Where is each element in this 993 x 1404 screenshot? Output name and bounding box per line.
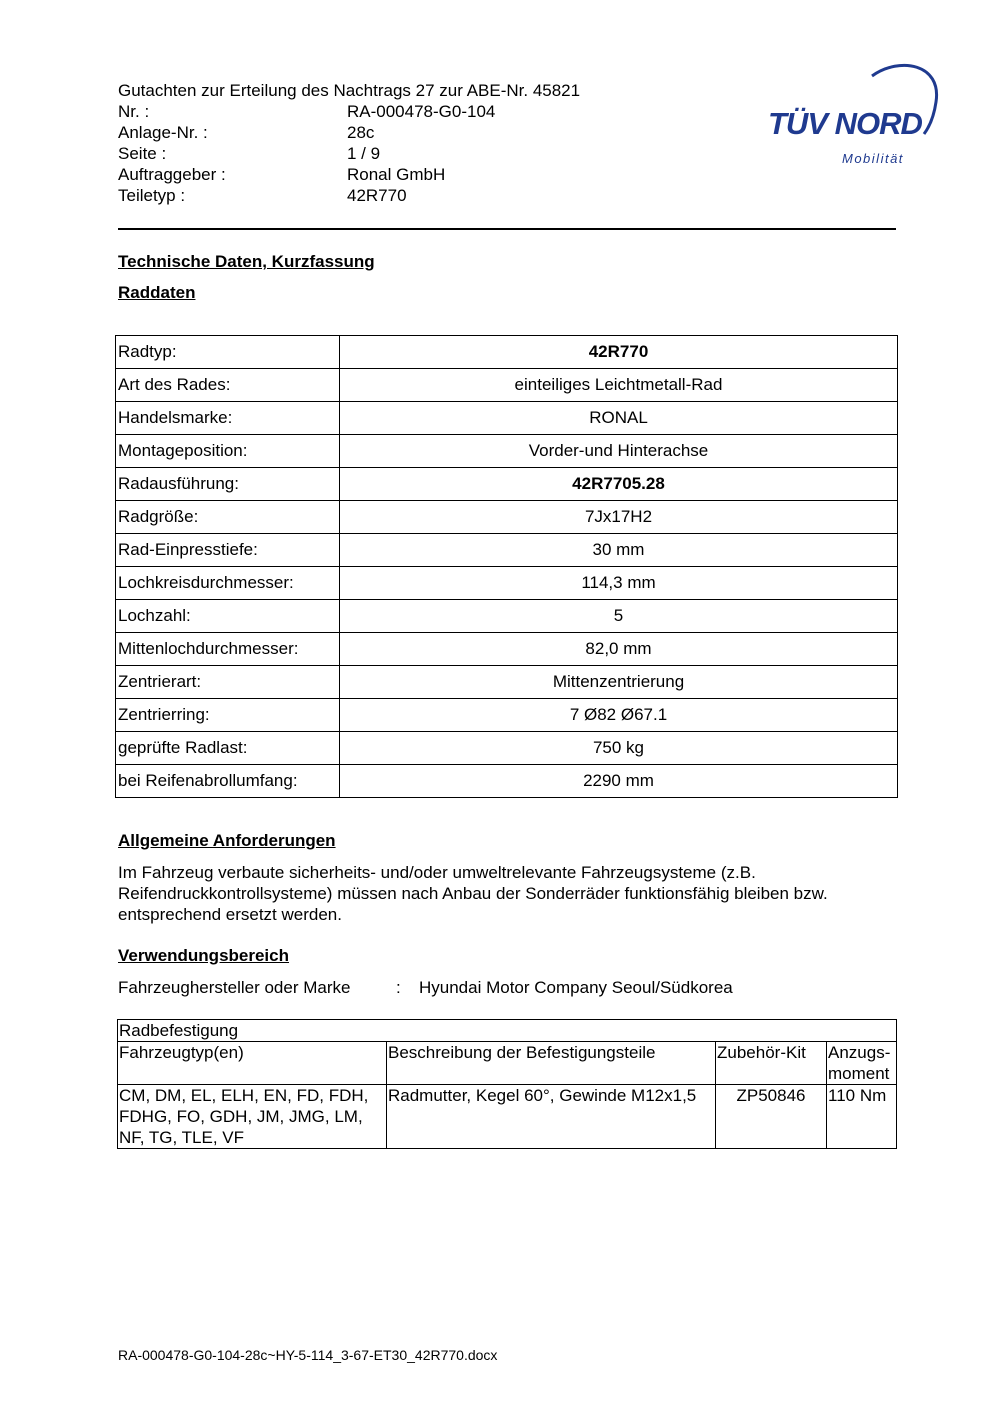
raddaten-value: 114,3 mm bbox=[340, 567, 898, 600]
table-row bbox=[116, 600, 898, 633]
beschreibung-cell: Radmutter, Kegel 60°, Gewinde M12x1,5 bbox=[387, 1085, 716, 1149]
hersteller-line bbox=[118, 978, 733, 998]
raddaten-label: Handelsmarke: bbox=[116, 402, 340, 435]
header-row: Teiletyp : 42R770 bbox=[118, 186, 407, 205]
raddaten-value: 42R770 bbox=[340, 336, 898, 369]
table-row bbox=[116, 501, 898, 534]
raddaten-value: 2290 mm bbox=[340, 765, 898, 798]
column-header: Anzugs- moment bbox=[827, 1042, 897, 1085]
logo-subtitle: Mobilität bbox=[842, 151, 904, 166]
raddaten-label: Lochkreisdurchmesser: bbox=[116, 567, 340, 600]
section-allgemeine-anforderungen: Allgemeine Anforderungen bbox=[118, 831, 336, 850]
hersteller-value: Hyundai Motor Company Seoul/Südkorea bbox=[419, 978, 733, 997]
table-row bbox=[116, 435, 898, 468]
table-row bbox=[116, 534, 898, 567]
section-technische-daten: Technische Daten, Kurzfassung bbox=[118, 252, 375, 271]
table-row bbox=[116, 699, 898, 732]
raddaten-label: Radgröße: bbox=[116, 501, 340, 534]
raddaten-label: Rad-Einpresstiefe: bbox=[116, 534, 340, 567]
raddaten-value: 750 kg bbox=[340, 732, 898, 765]
table-row bbox=[116, 765, 898, 798]
zubehoer-kit-cell: ZP50846 bbox=[716, 1085, 827, 1149]
raddaten-value: 42R7705.28 bbox=[340, 468, 898, 501]
column-header: Fahrzeugtyp(en) bbox=[118, 1042, 387, 1085]
raddaten-value: einteiliges Leichtmetall-Rad bbox=[340, 369, 898, 402]
header-row: Seite : 1 / 9 bbox=[118, 144, 381, 163]
header-row: Nr. : RA-000478-G0-104 bbox=[118, 102, 496, 121]
header-divider bbox=[118, 228, 896, 230]
table-row bbox=[116, 468, 898, 501]
raddaten-value: RONAL bbox=[340, 402, 898, 435]
table-row bbox=[116, 402, 898, 435]
table-row bbox=[116, 633, 898, 666]
raddaten-label: Montageposition: bbox=[116, 435, 340, 468]
table-row bbox=[116, 369, 898, 402]
section-raddaten: Raddaten bbox=[118, 283, 196, 302]
raddaten-value: Mittenzentrierung bbox=[340, 666, 898, 699]
raddaten-value: 30 mm bbox=[340, 534, 898, 567]
logo-brand: TÜV NORD bbox=[768, 106, 922, 141]
table-row bbox=[116, 732, 898, 765]
raddaten-label: Radtyp: bbox=[116, 336, 340, 369]
hersteller-separator: : bbox=[396, 978, 401, 997]
raddaten-value: 7Jx17H2 bbox=[340, 501, 898, 534]
raddaten-label: Radausführung: bbox=[116, 468, 340, 501]
header-row: Anlage-Nr. : 28c bbox=[118, 123, 375, 142]
allgemeine-text: Im Fahrzeug verbaute sicherheits- und/oder umweltrelevante Fahrzeugsysteme (z.B. Reifendruckkontrollsysteme) müssen nach Anbau der Sonderräder funktionsfähig bleiben bzw. entsprechend ersetzt werden. bbox=[118, 863, 828, 924]
raddaten-label: Zentrierring: bbox=[116, 699, 340, 732]
footer-filename: RA-000478-G0-104-28c~HY-5-114_3-67-ET30_42R770.docx bbox=[118, 1347, 498, 1363]
hersteller-label: Fahrzeughersteller oder Marke bbox=[118, 978, 351, 997]
section-verwendungsbereich: Verwendungsbereich bbox=[118, 946, 289, 965]
table-header-row bbox=[118, 1042, 897, 1085]
raddaten-table bbox=[115, 335, 898, 798]
anzugsmoment-cell: 110 Nm bbox=[827, 1085, 897, 1149]
table-row bbox=[116, 666, 898, 699]
raddaten-label: Art des Rades: bbox=[116, 369, 340, 402]
raddaten-label: Lochzahl: bbox=[116, 600, 340, 633]
header-row: Auftraggeber : Ronal GmbH bbox=[118, 165, 446, 184]
tuv-nord-logo bbox=[760, 58, 940, 170]
document-title: Gutachten zur Erteilung des Nachtrags 27 zur ABE-Nr. 45821 bbox=[118, 81, 581, 100]
column-header: Beschreibung der Befestigungsteile bbox=[387, 1042, 716, 1085]
raddaten-label: Zentrierart: bbox=[116, 666, 340, 699]
document-header bbox=[118, 80, 580, 206]
table-row bbox=[116, 336, 898, 369]
raddaten-value: 7 Ø82 Ø67.1 bbox=[340, 699, 898, 732]
raddaten-value: Vorder-und Hinterachse bbox=[340, 435, 898, 468]
raddaten-value: 82,0 mm bbox=[340, 633, 898, 666]
raddaten-label: geprüfte Radlast: bbox=[116, 732, 340, 765]
raddaten-value: 5 bbox=[340, 600, 898, 633]
fahrzeugtypen-cell: CM, DM, EL, ELH, EN, FD, FDH, FDHG, FO, GDH, JM, JMG, LM, NF, TG, TLE, VF bbox=[118, 1085, 387, 1149]
radbefestigung-title: Radbefestigung bbox=[118, 1020, 897, 1042]
raddaten-label: bei Reifenabrollumfang: bbox=[116, 765, 340, 798]
raddaten-label: Mittenlochdurchmesser: bbox=[116, 633, 340, 666]
table-row bbox=[116, 567, 898, 600]
table-row bbox=[118, 1085, 897, 1149]
radbefestigung-table bbox=[117, 1019, 897, 1149]
column-header: Zubehör-Kit bbox=[716, 1042, 827, 1085]
